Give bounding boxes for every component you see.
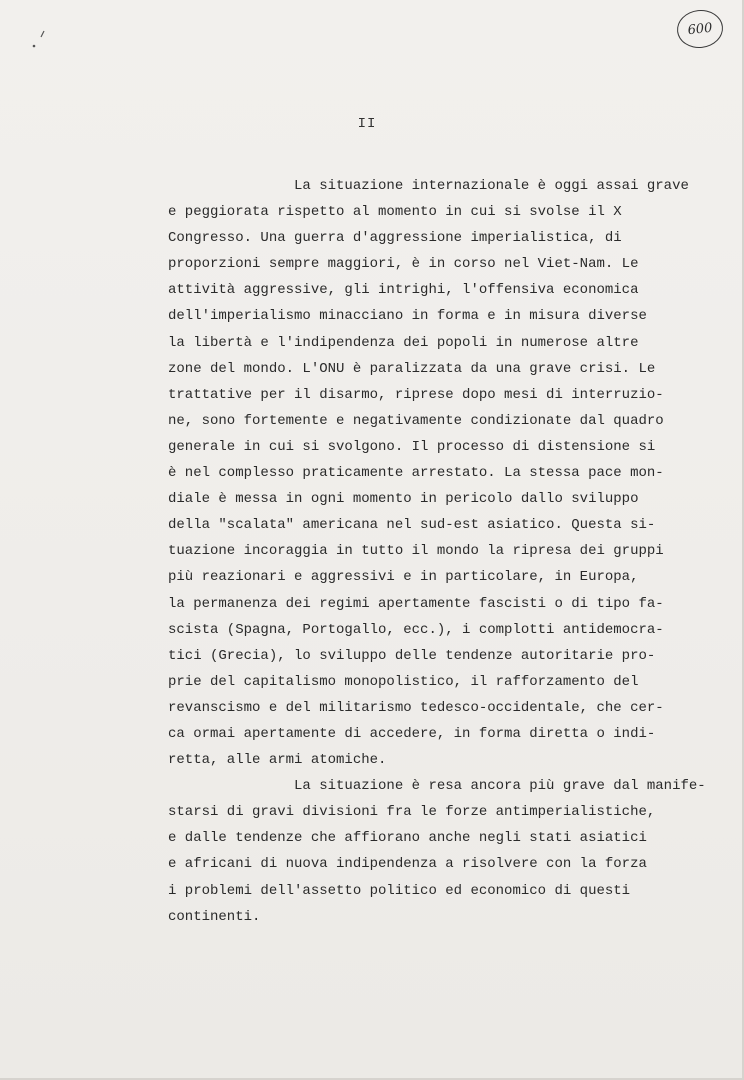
text-line: tuazione incoraggia in tutto il mondo la ripresa dei gruppi bbox=[168, 543, 664, 560]
text-line: proporzioni sempre maggiori, è in corso nel Viet-Nam. Le bbox=[168, 256, 639, 273]
text-line: attività aggressive, gli intrighi, l'offensiva economica bbox=[168, 282, 639, 299]
text-line: più reazionari e aggressivi e in particolare, in Europa, bbox=[168, 569, 639, 586]
text-line: La situazione è resa ancora più grave dal manife- bbox=[168, 778, 706, 795]
chapter-heading: II bbox=[357, 116, 377, 132]
text-line: e peggiorata rispetto al momento in cui si svolse il X bbox=[168, 204, 622, 221]
text-line: ca ormai apertamente di accedere, in forma diretta o indi- bbox=[168, 725, 656, 742]
text-line: ne, sono fortemente e negativamente condizionate dal quadro bbox=[168, 412, 664, 429]
text-line: diale è messa in ogni momento in pericolo dallo sviluppo bbox=[168, 491, 639, 508]
text-line: Congresso. Una guerra d'aggressione imperialistica, di bbox=[168, 230, 622, 247]
text-line: zone del mondo. L'ONU è paralizzata da una grave crisi. Le bbox=[168, 360, 656, 377]
text-line: tici (Grecia), lo sviluppo delle tendenze autoritarie pro- bbox=[168, 647, 656, 664]
text-line: i problemi dell'assetto politico ed economico di questi bbox=[168, 882, 631, 899]
text-line: generale in cui si svolgono. Il processo di distensione si bbox=[168, 438, 656, 455]
text-line: prie del capitalismo monopolistico, il rafforzamento del bbox=[168, 673, 639, 690]
text-line: e africani di nuova indipendenza a risolvere con la forza bbox=[168, 856, 647, 873]
text-line: è nel complesso praticamente arrestato. La stessa pace mon- bbox=[168, 465, 664, 482]
text-line: dell'imperialismo minacciano in forma e in misura diverse bbox=[168, 308, 647, 325]
page-number-stamp: 600 bbox=[675, 8, 725, 51]
typewritten-text bbox=[168, 173, 708, 930]
text-line: scista (Spagna, Portogallo, ecc.), i complotti antidemocra- bbox=[168, 621, 664, 638]
text-line: revanscismo e del militarismo tedesco-occidentale, che cer- bbox=[168, 699, 664, 716]
text-line: continenti. bbox=[168, 908, 261, 925]
text-line: trattative per il disarmo, riprese dopo mesi di interruzio- bbox=[168, 386, 664, 403]
text-line: la libertà e l'indipendenza dei popoli in numerose altre bbox=[168, 334, 639, 351]
pen-mark-icon bbox=[30, 28, 50, 50]
text-line: La situazione internazionale è oggi assai grave bbox=[168, 178, 689, 194]
text-line: e dalle tendenze che affiorano anche negli stati asiatici bbox=[168, 830, 647, 847]
text-line: la permanenza dei regimi apertamente fascisti o di tipo fa- bbox=[168, 595, 664, 612]
text-line: della "scalata" americana nel sud-est asiatico. Questa si- bbox=[168, 517, 656, 534]
text-line: starsi di gravi divisioni fra le forze antimperialistiche, bbox=[168, 804, 656, 821]
text-line: retta, alle armi atomiche. bbox=[168, 752, 387, 769]
